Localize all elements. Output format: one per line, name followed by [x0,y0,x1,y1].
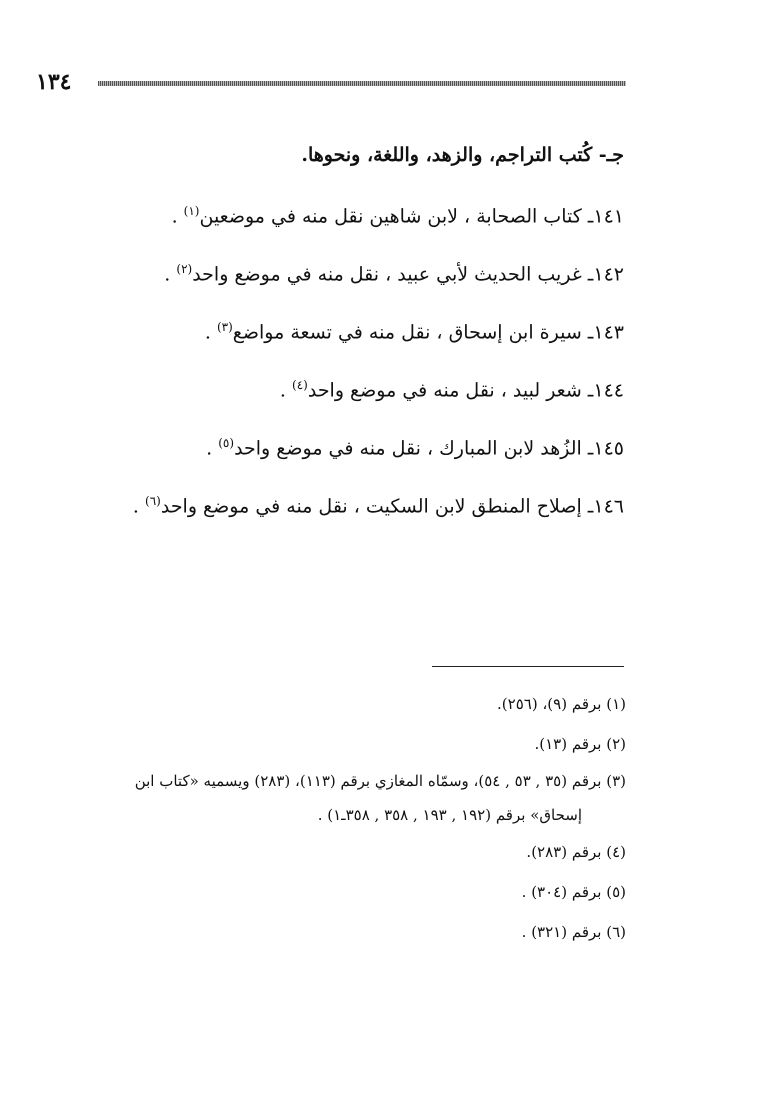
footnote-marker: (٤) [292,378,308,392]
footnote-marker: (٦) [145,494,161,508]
footnotes [26,684,626,952]
entry-end: . [206,437,219,460]
footnote-4: (٤) برقم (٢٨٣). [526,843,626,861]
entry-end: . [132,495,146,518]
entry-end: . [171,205,184,228]
entry-text: ـ غريب الحديث لأبي عبيد ، نقل منه في موضع واحد [192,263,594,286]
entry-text: ـ إصلاح المنطق لابن السكيت ، نقل منه في موضع واحد [160,495,594,518]
entry-text: ـ شعر لبيد ، نقل منه في موضع واحد [307,379,594,402]
entry-number: ١٤٢ [593,263,624,286]
list-item [104,249,624,307]
footnote-1: (١) برقم (٩)، (٢٥٦). [497,695,626,713]
list-item [104,191,624,249]
footnote-marker: (١) [183,204,200,218]
footnote-3-line-2: إسحاق» برقم (١٩٢ , ١٩٣ , ٣٥٨ , ٣٥٨ـ١) . [317,806,582,824]
header-rule [98,81,626,86]
list-item [104,481,624,539]
entry-number: ١٤٥ [593,437,624,460]
page-header [36,70,626,94]
main-text [104,135,624,539]
entry-number: ١٤٦ [593,495,624,518]
entry-number: ١٤٣ [593,321,624,344]
footnote-6: (٦) برقم (٣٢١) . [521,923,626,941]
section-heading: جـ- كُتب التراجم، والزهد، واللغة، ونحوها. [301,144,624,166]
footnote-separator [432,666,624,667]
entry-text: ـ سيرة ابن إسحاق ، نقل منه في تسعة مواضع [232,321,594,344]
footnote-2: (٢) برقم (١٣). [534,735,626,753]
footnote-5: (٥) برقم (٣٠٤) . [521,883,626,901]
page-number: ١٣٤ [36,69,72,95]
footnote-3 [26,764,626,832]
footnote-marker: (٥) [218,436,235,450]
entry-end: . [279,379,293,402]
entry-text: ـ كتاب الصحابة ، لابن شاهين نقل منه في موضعين [199,205,594,228]
list-item [104,307,624,365]
entry-number: ١٤١ [593,205,624,228]
entry-number: ١٤٤ [593,379,624,402]
footnote-marker: (٢) [176,262,193,276]
entry-end: . [164,263,177,286]
list-item [104,423,624,481]
footnote-marker: (٣) [216,320,233,334]
footnote-3-line-1: (٣) برقم (٣٥ , ٥٣ , ٥٤)، وسمّاه المغازي برقم (١١٣)، (٢٨٣) ويسميه «كتاب ابن [134,772,626,790]
entry-end: . [204,321,217,344]
entry-text: ـ الزُهد لابن المبارك ، نقل منه في موضع واحد [234,437,594,460]
list-item [104,365,624,423]
